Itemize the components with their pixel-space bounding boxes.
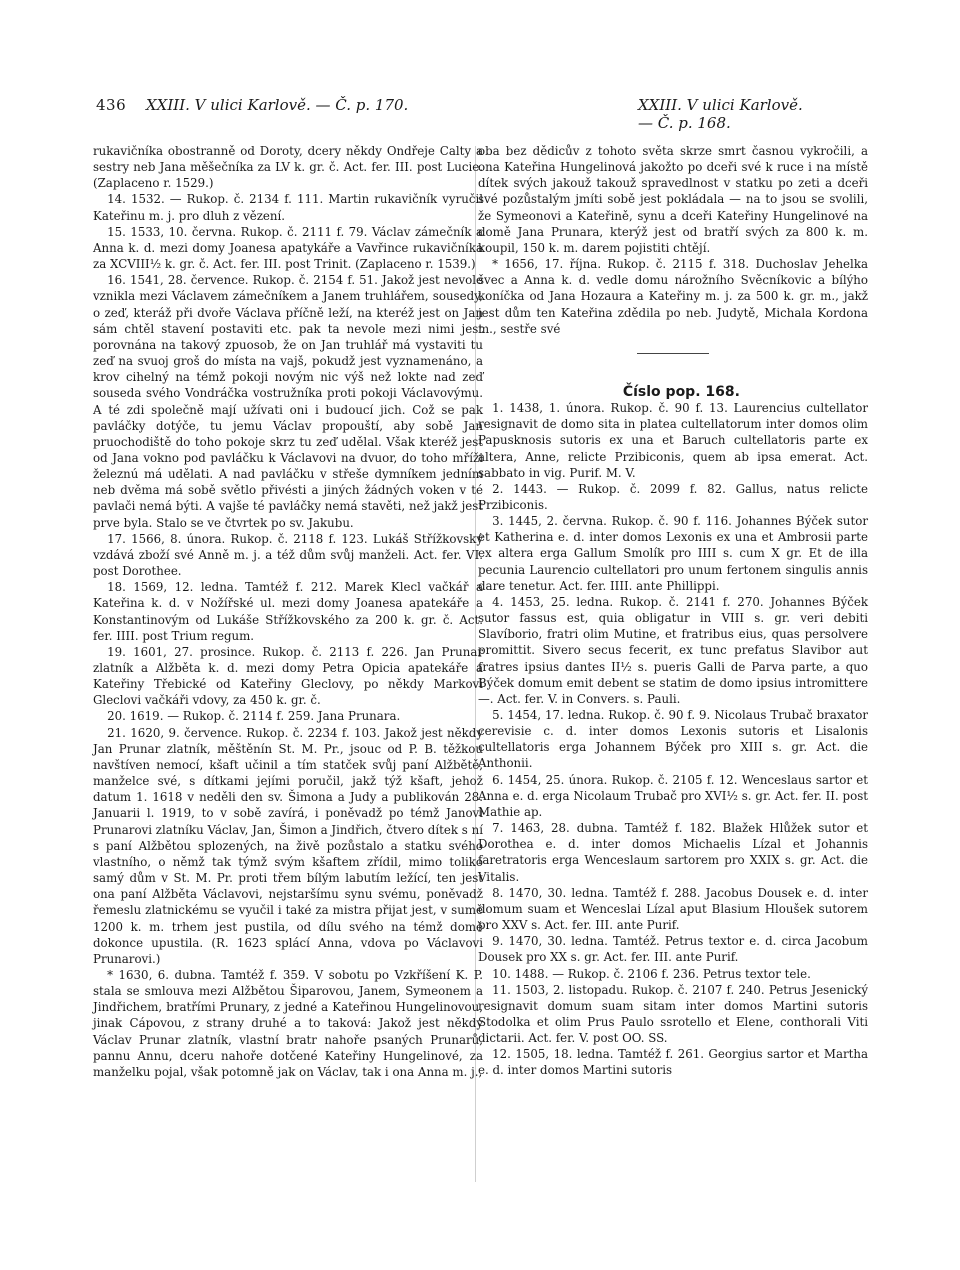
left-running-title: XXIII. V ulici Karlově. — Č. p. 170. xyxy=(146,96,409,114)
paragraph: * 1656, 17. října. Rukop. č. 2115 f. 318. Duchoslav Jehelka švec a Anna k. d. vedle domu nárožního Svěcníkovic a bílýho koníčka od Jana Hozaura a Kateřiny m. j. za 500 k. gr. m., jakž jest dům ten Kateřina zdědila po neb. Judytě, Michala Kordona m., sestře své xyxy=(478,257,868,336)
paragraph: 14. 1532. — Rukop. č. 2134 f. 111. Martin rukavičník vyručil Kateřinu m. j. pro dluh z vězení. xyxy=(93,192,483,223)
paragraph: 15. 1533, 10. června. Rukop. č. 2111 f. 79. Václav zámečník a Anna k. d. mezi domy Joanesa apatykáře a Vavřince rukavičníka za XCVIII½ k. gr. č. Act. fer. III. post Trinit. (Zaplaceno r. 1539.) xyxy=(93,224,483,272)
paragraph: 3. 1445, 2. června. Rukop. č. 90 f. 116. Johannes Býček sutor et Katherina e. d. inter domos Lexonis ex una et Ambrosii parte ex altera erga Gallum Smolík pro IIII s. cum X gr. Et de illa pecunia Laurencio cultellatori pro unum fertonem singulis annis dare tenetur. Act. fer. IIII. ante Phillippi. xyxy=(478,514,868,593)
paragraph: 7. 1463, 28. dubna. Tamtéž f. 182. Blažek Hlůžek sutor et Dorothea e. d. inter domos Michaelis Lízal et Johannis faretratoris erga Wenceslaum sartorem pro XXIX s. gr. Act. die Vitalis. xyxy=(478,821,868,884)
left-column xyxy=(93,143,483,1080)
paragraph: 19. 1601, 27. prosince. Rukop. č. 2113 f. 226. Jan Prunar zlatník a Alžběta k. d. mezi domy Petra Opicia apatekáře a Kateřiny Třebické od Kateřiny Gleclovy, po někdy Markovi Gleclovi vačkáři vdovy, za 450 k. gr. č. xyxy=(93,644,483,708)
section-divider xyxy=(637,353,709,354)
paragraph: 6. 1454, 25. února. Rukop. č. 2105 f. 12. Wenceslaus sartor et Anna e. d. erga Nicolaum Trubač pro XVI½ s. gr. Act. fer. II. post Mathie ap. xyxy=(478,772,868,819)
paragraph: oba bez dědicův z tohoto světa skrze smrt časnou vykročili, a ona Kateřina Hungelinová jakožto po dceři své k ruce i na místě dítek svých jakouž takouž spravedlnost v statku po zeti a dceři své pozůstalým jmíti sobě jest pokládala — na to jsou se svolili, že Symeonovi a Kateřině, synu a dceři Kateřiny Hungelinové na domě Jana Prunara, kterýž jest od bratří svých za 800 k. m. koupil, 150 k. m. darem pojistiti chtějí. xyxy=(478,144,868,255)
paragraph: 10. 1488. — Rukop. č. 2106 f. 236. Petrus textor tele. xyxy=(492,966,811,981)
paragraph: 4. 1453, 25. ledna. Rukop. č. 2141 f. 270. Johannes Býček sutor fassus est, quia obligatur in VIII s. gr. veri debiti Slavíborio, fratri olim Mutine, et fratribus eius, quas persolvere promittit. Sivero secus fecerit, ex tunc prefatus Slavibor aut fratres ipsius dantes II½ s. pueris Galli de Parva parte, a quo Býček domum emit debent se statim de domo ipsius intromittere —. Act. fer. V. in Convers. s. Pauli. xyxy=(478,594,868,706)
paragraph: 18. 1569, 12. ledna. Tamtéž f. 212. Marek Klecl vačkář a Kateřina k. d. v Nožířské ul. mezi domy Joanesa apatekáře a Konstantinovým od Lukáše Střížkovského za 200 k. gr. č. Act. fer. IIII. post Trium regum. xyxy=(93,580,483,643)
paragraph: 9. 1470, 30. ledna. Tamtéž. Petrus textor e. d. circa Jacobum Dousek pro XX s. gr. Act. fer. III. ante Purif. xyxy=(478,934,868,965)
paragraph: 2. 1443. — Rukop. č. 2099 f. 82. Gallus, natus relicte Przibiconis. xyxy=(478,481,868,512)
paragraph: 8. 1470, 30. ledna. Tamtéž f. 288. Jacobus Dousek e. d. inter domum suam et Wenceslai Lízal aput Blasium Hloušek sutorem pro XXV s. Act. fer. III. ante Purif. xyxy=(478,885,868,933)
paragraph: 12. 1505, 18. ledna. Tamtéž f. 261. Georgius sartor et Martha e. d. inter domos Martini sutoris xyxy=(478,1047,868,1078)
paragraph: * 1630, 6. dubna. Tamtéž f. 359. V sobotu po Vzkříšení K. P. stala se smlouva mezi Alžbětou Šiparovou, Janem, Symeonem a Jindřichem, bratřími Prunary, z jedné a Kateřinou Hungelinovou, jinak Cápovou, z strany druhé a to taková: Jakož jest někdy Václav Prunar zlatník, vlastní bratr nahoře psaných Prunarů, pannu Annu, dceru nahoře dotčené Kateřiny Hungelinové, za manželku pojal, však potomně jak on Václav, tak i ona Anna m. j., xyxy=(93,967,483,1079)
paragraph: 11. 1503, 2. listopadu. Rukop. č. 2107 f. 240. Petrus Jesenický resignavit domum suam sitam inter domos Martini sutoris Stodolka et olim Prus Paulo ssrotello et Elene, conthorali Viti dictarii. Act. fer. V. post OO. SS. xyxy=(478,982,868,1046)
paragraph: 5. 1454, 17. ledna. Rukop. č. 90 f. 9. Nicolaus Trubač braxator cerevisie c. d. inter domos Lexonis sutoris et Lisalonis cultellatoris erga Johannem Býček pro XIII s. gr. Act. die Anthonii. xyxy=(478,708,868,771)
right-running-title: XXIII. V ulici Karlově. — Č. p. 168. xyxy=(638,96,803,132)
paragraph: 16. 1541, 28. července. Rukop. č. 2154 f. 51. Jakož jest nevole vznikla mezi Václavem zámečníkem a Janem truhlářem, sousedy, o zeď, kteráž při dvoře Václava příčně leží, na kteréž jest on Jan sám chtěl stavení postaviti etc. pak ta nevole mezi nimi jest porovnána na takový zpuosob, že on Jan truhlář má vystaviti tu zeď na svuoj groš do místa na vajš, pokudž jest vyznamenáno, a krov cihelný na témž pokoji novým nic výš než lokte nad zeď souseda svého Vondráčka vostružníka proti pokoji Václavovýmu. A té zdi společně mají užívati oni i budoucí jich. Což se pak pavláčky dotýče, tu jemu Václav propouští, aby sobě Jan pruochodiště do toho pokoje skrz tu zeď udělal. Však kteréž jest od Jana vokno pod pavláčku k Václavovi na dvuor, do toho mříži železnú má udělati. A nad pavláčku v střeše dymníkem jedním neb dvěma má sobě světlo přivésti a jiných žádných voken v té pavlači nemá býti. A vajše té pavláčky nemá stavěti, než jakž jest prve byla. Stalo se ve čtvrtek po sv. Jakubu. xyxy=(93,273,483,530)
paragraph: 20. 1619. — Rukop. č. 2114 f. 259. Jana Prunara. xyxy=(107,709,401,724)
page-number: 436 xyxy=(96,96,127,114)
running-header xyxy=(96,96,816,132)
paragraph: 17. 1566, 8. února. Rukop. č. 2118 f. 123. Lukáš Střížkovský vzdává zboží své Anně m. j. a též dům svůj manželi. Act. fer. VI. post Dorothee. xyxy=(93,531,483,579)
paragraph: 1. 1438, 1. února. Rukop. č. 90 f. 13. Laurencius cultellator resignavit de domo sita in platea cultellatorum inter domos olim Papusknosis sutoris ex una et Baruch cultellatoris parte ex altera, Anne, relicte Przibiconis, quem ab ipsa emerat. Act. sabbato in vig. Purif. M. V. xyxy=(478,401,868,480)
right-column xyxy=(478,143,868,1079)
section-title: Číslo pop. 168. xyxy=(622,383,740,400)
paragraph: 21. 1620, 9. července. Rukop. č. 2234 f. 103. Jakož jest někdy Jan Prunar zlatník, měštěnín St. M. Pr., jsouc od P. B. těžkou navštíven nemocí, kšaft učinil a tím statček svůj paní Alžbětě, manželce své, s dítkami jejími poručil, jakž týž kšaft, jehož datum 1. 1618 v neděli den sv. Šimona a Judy a publikován 28. Januarii l. 1919, to v sobě zavírá, i poněvadž po témž Janovi Prunarovi zlatníku Václav, Jan, Šimon a Jindřich, čtvero dítek s ní s paní Alžbětou splozených, na živě pozůstalo a statku svého vlastního, o němž tak týmž svým kšaftem zřídil, mimo toliko samý dům v St. M. Pr. proti třem bílým labutím ležící, ten jest ona paní Alžběta Václavovi, nejstaršímu synu svému, poněvadž řemeslu zlatnickému se vyučil i také za mistra přijat jest, v sumě 1200 k. m. trhem jest pustila, od dílu svého na témž domě dokonce upustila. (R. 1623 splácí Anna, vdova po Václavovi Prunarovi.) xyxy=(93,725,483,966)
paragraph: rukavičníka obostranně od Doroty, dcery někdy Ondřeje Calty a sestry neb Jana měšečníka za LV k. gr. č. Act. fer. III. post Lucie. (Zaplaceno r. 1529.) xyxy=(93,144,483,191)
